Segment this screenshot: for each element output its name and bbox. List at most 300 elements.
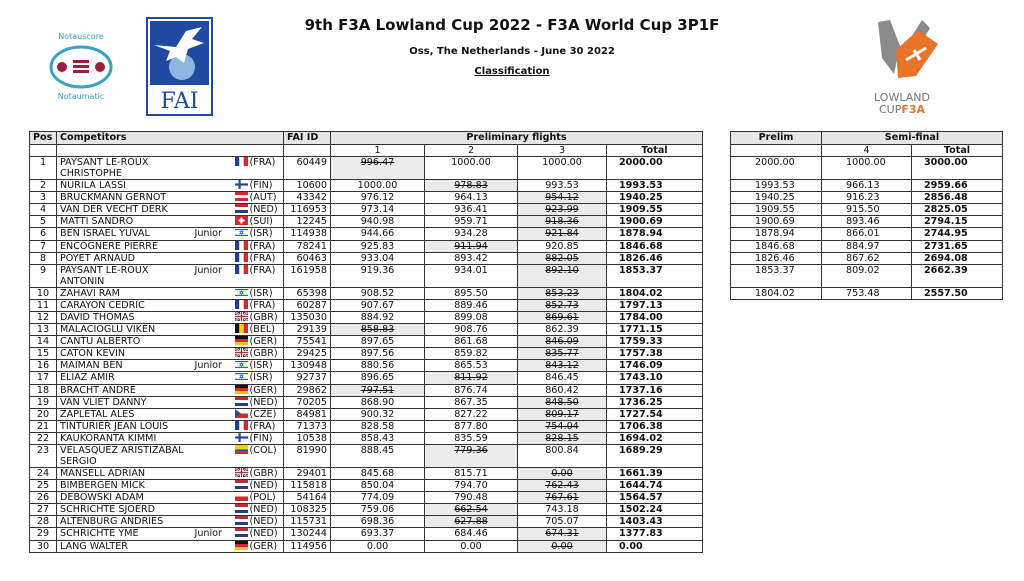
fai-id: 84981 (284, 408, 331, 420)
prelim-total: 1743.10 (607, 372, 703, 384)
table-row (30, 324, 1003, 336)
junior-label: Junior (192, 228, 234, 240)
fai-id: 54164 (284, 492, 331, 504)
country-cell (234, 396, 284, 408)
junior-label (192, 336, 234, 348)
country-cell (234, 516, 284, 528)
preliminary-flights-header: Preliminary flights (331, 132, 703, 145)
position: 24 (30, 467, 57, 479)
country-code: (GER) (249, 384, 278, 396)
fai-id: 92737 (284, 372, 331, 384)
round-3-score: 767.61 (518, 492, 607, 504)
fai-id: 108325 (284, 504, 331, 516)
prelim-total: 1853.37 (607, 264, 703, 287)
table-row (30, 252, 1003, 264)
prelim-total: 1900.69 (607, 216, 703, 228)
fai-id: 115818 (284, 480, 331, 492)
competitor-name: MALACIOGLU VIKEN (57, 324, 192, 336)
competitor-name: BRACHT ANDRE (57, 384, 192, 396)
round-3-score: 809.17 (518, 408, 607, 420)
flag-ned-icon (235, 528, 248, 537)
position: 19 (30, 396, 57, 408)
flag-fra-icon (235, 157, 248, 166)
country-cell (234, 264, 284, 287)
position: 15 (30, 348, 57, 360)
competitor-name: VELASQUEZ ARISTIZABAL SERGIO (57, 444, 192, 467)
prelim-total: 1993.53 (607, 180, 703, 192)
prelim-total: 0.00 (607, 540, 703, 552)
country-code: (NED) (249, 204, 278, 216)
round-3-score: 674.31 (518, 528, 607, 540)
flag-fin-icon (235, 433, 248, 442)
round-1-score: 884.92 (331, 311, 425, 323)
round-3-score: 848.50 (518, 396, 607, 408)
country-code: (ISR) (249, 372, 273, 384)
junior-label (192, 467, 234, 479)
prelim-total: 1644.74 (607, 480, 703, 492)
fai-id: 114956 (284, 540, 331, 552)
country-cell (234, 216, 284, 228)
prelim-score: 1846.68 (731, 240, 822, 252)
fai-id: 43342 (284, 192, 331, 204)
country-cell (234, 504, 284, 516)
junior-label (192, 492, 234, 504)
round-3-score: 835.77 (518, 348, 607, 360)
country-cell (234, 180, 284, 192)
country-cell (234, 252, 284, 264)
position: 17 (30, 372, 57, 384)
round-3-score: 882.05 (518, 252, 607, 264)
flag-ned-icon (235, 397, 248, 406)
table-row (30, 444, 1003, 467)
position: 23 (30, 444, 57, 467)
notauscore-logo (46, 32, 116, 104)
round-1-score: 828.58 (331, 420, 425, 432)
notauscore-emblem-icon (46, 43, 116, 93)
prelim-score: 1900.69 (731, 216, 822, 228)
competitor-name: LANG WALTER (57, 540, 192, 552)
prelim-total: 1737.16 (607, 384, 703, 396)
country-code: (CZE) (249, 408, 277, 420)
round-2-score: 877.80 (425, 420, 518, 432)
fai-id: 60287 (284, 299, 331, 311)
competitor-name: DAVID THOMAS (57, 311, 192, 323)
country-code: (FRA) (249, 299, 276, 311)
round-1-score: 698.36 (331, 516, 425, 528)
round-3-score: 754.04 (518, 420, 607, 432)
position: 8 (30, 252, 57, 264)
event-subtitle: Oss, The Netherlands - June 30 2022 (409, 46, 615, 57)
round-2-score: 893.42 (425, 252, 518, 264)
position: 14 (30, 336, 57, 348)
country-cell (234, 348, 284, 360)
fai-id: 70205 (284, 396, 331, 408)
competitor-name: DEBOWSKI ADAM (57, 492, 192, 504)
position: 18 (30, 384, 57, 396)
country-cell (234, 192, 284, 204)
country-code: (COL) (249, 444, 277, 456)
prelim-total: 1759.33 (607, 336, 703, 348)
position: 22 (30, 432, 57, 444)
prelim-total: 1804.02 (607, 287, 703, 299)
round-1-score: 996.47 (331, 157, 425, 180)
country-code: (FRA) (249, 252, 276, 264)
competitor-name: CATON KEVIN (57, 348, 192, 360)
country-cell (234, 287, 284, 299)
semi-final-total: 2825.05 (912, 204, 1003, 216)
table-row (30, 540, 1003, 552)
country-cell (234, 528, 284, 540)
prelim-total: 1909.55 (607, 204, 703, 216)
table-row (30, 311, 1003, 323)
flag-fra-icon (235, 421, 248, 430)
round-1-score: 858.83 (331, 324, 425, 336)
semi-final-total: 2794.15 (912, 216, 1003, 228)
table-row (30, 240, 1003, 252)
fai-id: 10600 (284, 180, 331, 192)
prelim-total: 1689.29 (607, 444, 703, 467)
country-code: (ISR) (249, 228, 273, 240)
flag-ger-icon (235, 385, 248, 394)
country-code: (FIN) (249, 180, 273, 192)
country-cell (234, 432, 284, 444)
round-4-score: 809.02 (822, 264, 912, 287)
fai-id: 114938 (284, 228, 331, 240)
junior-label (192, 180, 234, 192)
round-2-score: 662.54 (425, 504, 518, 516)
flag-ger-icon (235, 541, 248, 550)
classification-table (29, 131, 1003, 553)
position: 2 (30, 180, 57, 192)
round-3-score: 862.39 (518, 324, 607, 336)
competitor-name: PAYSANT LE-ROUX CHRISTOPHE (57, 157, 192, 180)
competitor-name: VAN DER VECHT DERK (57, 204, 192, 216)
junior-label (192, 324, 234, 336)
competitor-name: POYET ARNAUD (57, 252, 192, 264)
country-code: (GBR) (249, 348, 278, 360)
prelim-total: 1736.25 (607, 396, 703, 408)
round-1-score: 888.45 (331, 444, 425, 467)
round-2-score: 827.22 (425, 408, 518, 420)
country-code: (NED) (249, 480, 278, 492)
round-3-score: 892.10 (518, 264, 607, 287)
country-code: (GER) (249, 336, 278, 348)
junior-label (192, 216, 234, 228)
round-3-score: 843.12 (518, 360, 607, 372)
round-3-score: 828.15 (518, 432, 607, 444)
round-3-score: 800.84 (518, 444, 607, 467)
round-4-score: 915.50 (822, 204, 912, 216)
round-1-score: 0.00 (331, 540, 425, 552)
junior-label (192, 348, 234, 360)
semi-final-header: Semi-final (822, 132, 1003, 145)
round-2-score: 964.13 (425, 192, 518, 204)
round-2-score: 861.68 (425, 336, 518, 348)
round-2-score: 934.01 (425, 264, 518, 287)
round-2-score: 0.00 (425, 540, 518, 552)
semi-final-total: 2557.50 (912, 287, 1003, 299)
position: 1 (30, 157, 57, 180)
flag-fra-icon (235, 265, 248, 274)
round-1-score: 973.14 (331, 204, 425, 216)
country-code: (GER) (249, 540, 278, 552)
round-4-score: 1000.00 (822, 157, 912, 180)
round-2-score: 794.70 (425, 480, 518, 492)
prelim-total: 1797.13 (607, 299, 703, 311)
prelim-total: 1846.68 (607, 240, 703, 252)
round-3-score: 846.45 (518, 372, 607, 384)
flag-gbr-icon (235, 468, 248, 477)
round-1-score: 880.56 (331, 360, 425, 372)
junior-label: Junior (192, 360, 234, 372)
fai-id: 29401 (284, 467, 331, 479)
round-2-score: 859.82 (425, 348, 518, 360)
round-2-score: 867.35 (425, 396, 518, 408)
prelim-total: 1940.25 (607, 192, 703, 204)
junior-label (192, 432, 234, 444)
round-3-score: 920.85 (518, 240, 607, 252)
round-4-score: 753.48 (822, 287, 912, 299)
competitor-name: NURILA LASSI (57, 180, 192, 192)
prelim-total: 1502.24 (607, 504, 703, 516)
country-cell (234, 492, 284, 504)
table-row (30, 492, 1003, 504)
position: 5 (30, 216, 57, 228)
flag-gbr-icon (235, 348, 248, 357)
country-cell (234, 444, 284, 467)
position: 3 (30, 192, 57, 204)
country-cell (234, 299, 284, 311)
country-cell (234, 467, 284, 479)
competitor-name: PAYSANT LE-ROUX ANTONIN (57, 264, 192, 287)
country-cell (234, 372, 284, 384)
round-1-score: 976.12 (331, 192, 425, 204)
competitor-name: ZAPLETAL ALES (57, 408, 192, 420)
fai-id: 130948 (284, 360, 331, 372)
junior-label (192, 396, 234, 408)
round-3-score: 860.42 (518, 384, 607, 396)
table-row (30, 480, 1003, 492)
round-2-score: 959.71 (425, 216, 518, 228)
fai-id: 116953 (284, 204, 331, 216)
flag-bel-icon (235, 324, 248, 333)
notaumatic-label: Notaumatic (57, 92, 105, 101)
round-3-score: 846.09 (518, 336, 607, 348)
flag-cze-icon (235, 409, 248, 418)
round-1-score: 940.98 (331, 216, 425, 228)
table-row (30, 348, 1003, 360)
junior-label (192, 516, 234, 528)
country-code: (BEL) (249, 324, 275, 336)
round-2-score: 684.46 (425, 528, 518, 540)
fai-id: 75541 (284, 336, 331, 348)
round-4-score: 893.46 (822, 216, 912, 228)
semi-final-total: 2856.48 (912, 192, 1003, 204)
flag-isr-icon (235, 288, 248, 297)
prelim-total: 1706.38 (607, 420, 703, 432)
prelim-score: 2000.00 (731, 157, 822, 180)
flag-fin-icon (235, 180, 248, 189)
position: 12 (30, 311, 57, 323)
competitor-name: ZAHAVI RAM (57, 287, 192, 299)
table-row (30, 516, 1003, 528)
junior-label: Junior (192, 264, 234, 287)
position: 7 (30, 240, 57, 252)
round-2-score: 627.88 (425, 516, 518, 528)
country-cell (234, 540, 284, 552)
position: 25 (30, 480, 57, 492)
flag-fra-icon (235, 300, 248, 309)
lowland-emblem-icon (860, 16, 944, 86)
classification-link: Classification (474, 66, 550, 77)
position: 27 (30, 504, 57, 516)
table-row (30, 384, 1003, 396)
country-cell (234, 336, 284, 348)
country-code: (GBR) (249, 311, 278, 323)
lowland-cup-logo (860, 16, 944, 116)
round-1-score: 797.51 (331, 384, 425, 396)
country-code: (AUT) (249, 192, 277, 204)
position: 11 (30, 299, 57, 311)
round-1-score: 868.90 (331, 396, 425, 408)
flag-isr-icon (235, 228, 248, 237)
round-4-score: 867.62 (822, 252, 912, 264)
table-row (30, 299, 1003, 311)
country-cell (234, 157, 284, 180)
fai-id: 115731 (284, 516, 331, 528)
table-row (30, 372, 1003, 384)
competitor-name: BEN ISRAEL YUVAL (57, 228, 192, 240)
table-row (30, 467, 1003, 479)
round-4-score: 884.97 (822, 240, 912, 252)
position: 13 (30, 324, 57, 336)
notauscore-label: Notauscore (58, 32, 104, 41)
flag-fra-icon (235, 241, 248, 250)
flag-isr-icon (235, 360, 248, 369)
position: 26 (30, 492, 57, 504)
round-2-score: 1000.00 (425, 157, 518, 180)
round-2-score: 790.48 (425, 492, 518, 504)
round-3-score: 853.23 (518, 287, 607, 299)
fai-id: 135030 (284, 311, 331, 323)
round-2-score: 865.53 (425, 360, 518, 372)
round-3-score: 852.73 (518, 299, 607, 311)
semi-final-total: 2744.95 (912, 228, 1003, 240)
prelim-score: 1853.37 (731, 264, 822, 287)
fai-id: 29862 (284, 384, 331, 396)
competitor-name: TINTURIER JEAN LOUIS (57, 420, 192, 432)
prelim-score: 1909.55 (731, 204, 822, 216)
semi-final-total: 2662.39 (912, 264, 1003, 287)
prelim-score: 1878.94 (731, 228, 822, 240)
fai-id: 60463 (284, 252, 331, 264)
prelim-score: 1826.46 (731, 252, 822, 264)
country-cell (234, 324, 284, 336)
round-1-score: 693.37 (331, 528, 425, 540)
junior-label (192, 287, 234, 299)
table-row (30, 204, 1003, 216)
table-row (30, 420, 1003, 432)
round-1-score: 774.09 (331, 492, 425, 504)
competitor-name: ELIAZ AMIR (57, 372, 192, 384)
table-row (30, 180, 1003, 192)
round-3-score: 1000.00 (518, 157, 607, 180)
round-1-header: 1 (331, 145, 425, 157)
fai-text: FAI (160, 89, 199, 114)
prelim-total: 1757.38 (607, 348, 703, 360)
competitors-header: Competitors (57, 132, 284, 145)
fai-id: 29139 (284, 324, 331, 336)
table-row (30, 287, 1003, 299)
round-1-score: 1000.00 (331, 180, 425, 192)
flag-aut-icon (235, 192, 248, 201)
flag-ned-icon (235, 504, 248, 513)
round-2-score: 876.74 (425, 384, 518, 396)
table-row (30, 216, 1003, 228)
country-code: (ISR) (249, 287, 273, 299)
fai-id: 71373 (284, 420, 331, 432)
lowland-label: LOWLAND (874, 91, 930, 104)
competitor-name: MANSELL ADRIAN (57, 467, 192, 479)
competitor-name: CARAYON CEDRIC (57, 299, 192, 311)
position: 16 (30, 360, 57, 372)
prelim-score: 1993.53 (731, 180, 822, 192)
position: 10 (30, 287, 57, 299)
flag-col-icon (235, 445, 248, 454)
round-3-header: 3 (518, 145, 607, 157)
position: 9 (30, 264, 57, 287)
country-cell (234, 480, 284, 492)
prelim-total: 1661.39 (607, 467, 703, 479)
table-row (30, 528, 1003, 540)
table-row (30, 408, 1003, 420)
junior-label (192, 252, 234, 264)
cup-label: CUPF3A (878, 103, 926, 116)
country-cell (234, 408, 284, 420)
junior-label (192, 240, 234, 252)
flag-ger-icon (235, 336, 248, 345)
round-3-score: 705.07 (518, 516, 607, 528)
prelim-total: 2000.00 (607, 157, 703, 180)
round-4-score: 966.13 (822, 180, 912, 192)
table-row (30, 336, 1003, 348)
flag-sui-icon (235, 216, 248, 225)
prelim-total: 1377.83 (607, 528, 703, 540)
competitor-name: BIMBERGEN MICK (57, 480, 192, 492)
country-cell (234, 204, 284, 216)
prelim-score: 1940.25 (731, 192, 822, 204)
position: 4 (30, 204, 57, 216)
fai-id: 81990 (284, 444, 331, 467)
country-code: (NED) (249, 396, 278, 408)
competitor-name: ENCOGNERE PIERRE (57, 240, 192, 252)
round-2-score: 815.71 (425, 467, 518, 479)
fai-id: 10538 (284, 432, 331, 444)
prelim-total: 1727.54 (607, 408, 703, 420)
round-3-score: 993.53 (518, 180, 607, 192)
country-cell (234, 240, 284, 252)
semi-final-total: 2694.08 (912, 252, 1003, 264)
round-2-score: 779.36 (425, 444, 518, 467)
junior-label (192, 384, 234, 396)
country-code: (FRA) (249, 264, 276, 276)
country-code: (NED) (249, 528, 278, 540)
round-3-score: 0.00 (518, 467, 607, 479)
junior-label (192, 192, 234, 204)
round-1-score: 907.67 (331, 299, 425, 311)
table-row (30, 228, 1003, 240)
junior-label (192, 204, 234, 216)
